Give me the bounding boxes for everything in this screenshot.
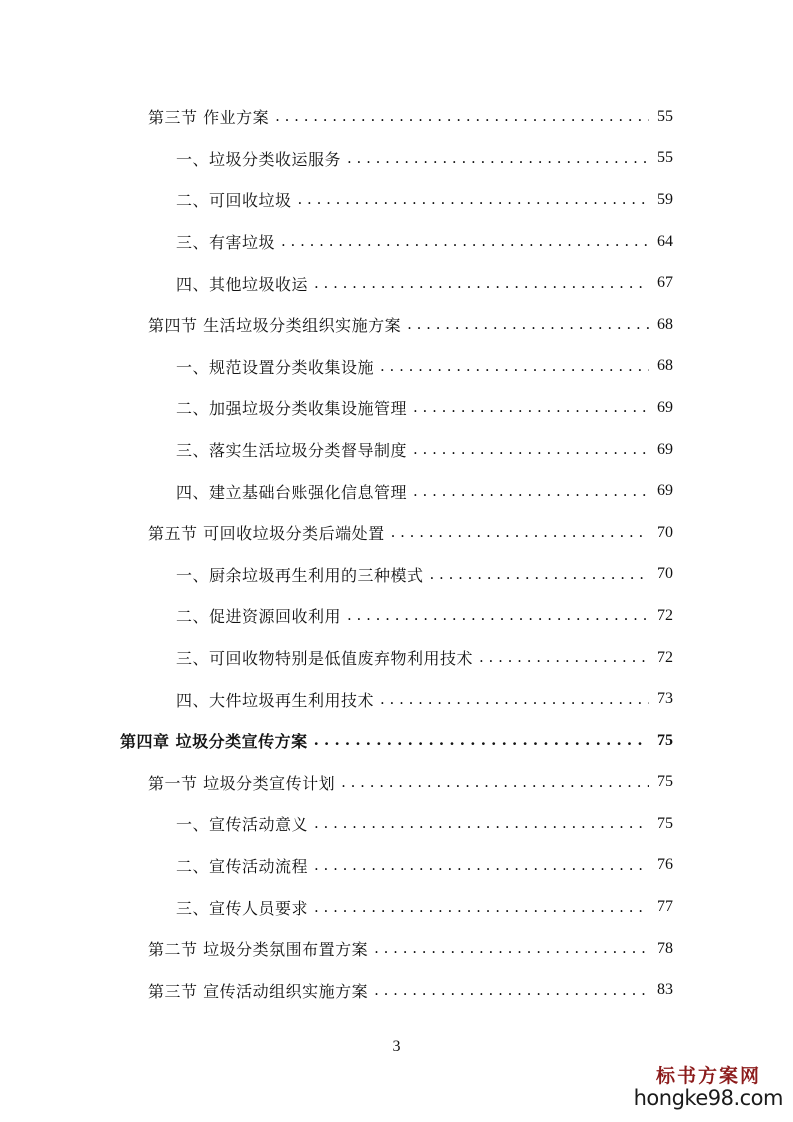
toc-dot-leader (347, 151, 649, 166)
toc-dot-leader (479, 650, 649, 665)
toc-entry-title: 四、大件垃圾再生利用技术 (176, 690, 375, 710)
toc-dot-leader (391, 525, 649, 540)
toc-entry-title: 第三节 作业方案 (148, 108, 270, 128)
toc-dot-leader (413, 400, 649, 415)
toc-entry-item[interactable] (0, 637, 793, 679)
toc-entry-title: 四、其他垃圾收运 (176, 274, 309, 294)
toc-entry-item[interactable] (0, 886, 793, 928)
toc-entry-chapter[interactable] (0, 720, 793, 762)
toc-entry-page-number: 75 (657, 773, 673, 791)
toc-entry-item[interactable] (0, 803, 793, 845)
toc-entry-title: 三、宣传人员要求 (176, 898, 309, 918)
toc-entry-page-number: 76 (657, 856, 673, 874)
toc-entry-item[interactable] (0, 262, 793, 304)
toc-entry-page-number: 72 (657, 606, 673, 624)
toc-entry-page-number: 73 (657, 690, 673, 708)
toc-entry-page-number: 68 (657, 357, 673, 375)
toc-entry-title: 四、建立基础台账强化信息管理 (176, 482, 408, 502)
toc-entry-page-number: 70 (657, 523, 673, 541)
toc-dot-leader (314, 816, 649, 831)
toc-dot-leader (314, 276, 649, 291)
toc-entry-item[interactable] (0, 678, 793, 720)
toc-entry-page-number: 69 (657, 398, 673, 416)
toc-entry-item[interactable] (0, 845, 793, 887)
toc-dot-leader (374, 941, 649, 956)
toc-entry-title: 二、促进资源回收利用 (176, 607, 342, 627)
toc-entry-title: 第三节 宣传活动组织实施方案 (148, 981, 369, 1001)
toc-entry-title: 一、垃圾分类收运服务 (176, 149, 342, 169)
toc-entry-page-number: 75 (657, 814, 673, 832)
toc-dot-leader (374, 983, 649, 998)
toc-entry-section[interactable] (0, 304, 793, 346)
toc-entry-title: 三、落实生活垃圾分类督导制度 (176, 441, 408, 461)
toc-entry-page-number: 77 (657, 898, 673, 916)
page-number: 3 (392, 1038, 401, 1055)
toc-entry-title: 三、可回收物特别是低值废弃物利用技术 (176, 649, 474, 669)
toc-entry-page-number: 69 (657, 482, 673, 500)
toc-entry-page-number: 70 (657, 565, 673, 583)
toc-entry-item[interactable] (0, 221, 793, 263)
watermark-logo (633, 1061, 783, 1110)
toc-entry-item[interactable] (0, 470, 793, 512)
toc-entry-page-number: 68 (657, 315, 673, 333)
toc-dot-leader (430, 567, 649, 582)
toc-entry-item[interactable] (0, 387, 793, 429)
toc-dot-leader (275, 109, 649, 124)
toc-entry-title: 第四章 垃圾分类宣传方案 (120, 732, 308, 752)
toc-entry-page-number: 83 (657, 981, 673, 999)
toc-entry-section[interactable] (0, 762, 793, 804)
toc-dot-leader (407, 317, 649, 332)
toc-dot-leader (380, 359, 649, 374)
toc-dot-leader (380, 692, 649, 707)
toc-entry-item[interactable] (0, 595, 793, 637)
toc-entry-section[interactable] (0, 512, 793, 554)
table-of-contents (0, 96, 793, 1011)
toc-entry-title: 三、有害垃圾 (176, 233, 276, 253)
toc-entry-title: 第五节 可回收垃圾分类后端处置 (148, 524, 385, 544)
toc-entry-title: 第四节 生活垃圾分类组织实施方案 (148, 316, 402, 336)
toc-entry-page-number: 64 (657, 232, 673, 250)
toc-entry-page-number: 55 (657, 107, 673, 125)
watermark-site-name: 标书方案网 (655, 1065, 761, 1087)
toc-entry-title: 一、规范设置分类收集设施 (176, 357, 375, 377)
toc-dot-leader (314, 733, 649, 748)
toc-entry-item[interactable] (0, 346, 793, 388)
toc-entry-page-number: 75 (657, 731, 673, 749)
toc-dot-leader (314, 858, 649, 873)
toc-dot-leader (413, 442, 649, 457)
toc-entry-title: 第二节 垃圾分类氛围布置方案 (148, 940, 369, 960)
toc-entry-page-number: 72 (657, 648, 673, 666)
toc-dot-leader (281, 234, 649, 249)
toc-entry-title: 二、宣传活动流程 (176, 856, 309, 876)
toc-entry-title: 二、加强垃圾分类收集设施管理 (176, 399, 408, 419)
toc-entry-title: 二、可回收垃圾 (176, 191, 292, 211)
toc-dot-leader (341, 775, 649, 790)
toc-entry-section[interactable] (0, 928, 793, 970)
toc-entry-item[interactable] (0, 179, 793, 221)
toc-entry-page-number: 78 (657, 939, 673, 957)
toc-entry-title: 第一节 垃圾分类宣传计划 (148, 773, 336, 793)
toc-entry-section[interactable] (0, 96, 793, 138)
toc-entry-page-number: 55 (657, 149, 673, 167)
toc-entry-item[interactable] (0, 138, 793, 180)
toc-dot-leader (413, 484, 649, 499)
toc-entry-page-number: 67 (657, 274, 673, 292)
toc-entry-page-number: 59 (657, 190, 673, 208)
toc-entry-page-number: 69 (657, 440, 673, 458)
toc-dot-leader (314, 900, 649, 915)
toc-entry-item[interactable] (0, 429, 793, 471)
toc-entry-title: 一、宣传活动意义 (176, 815, 309, 835)
toc-dot-leader (347, 608, 649, 623)
toc-entry-title: 一、厨余垃圾再生利用的三种模式 (176, 565, 424, 585)
watermark-url: hongke98.com (633, 1086, 783, 1110)
toc-entry-section[interactable] (0, 969, 793, 1011)
toc-dot-leader (298, 192, 649, 207)
toc-entry-item[interactable] (0, 554, 793, 596)
